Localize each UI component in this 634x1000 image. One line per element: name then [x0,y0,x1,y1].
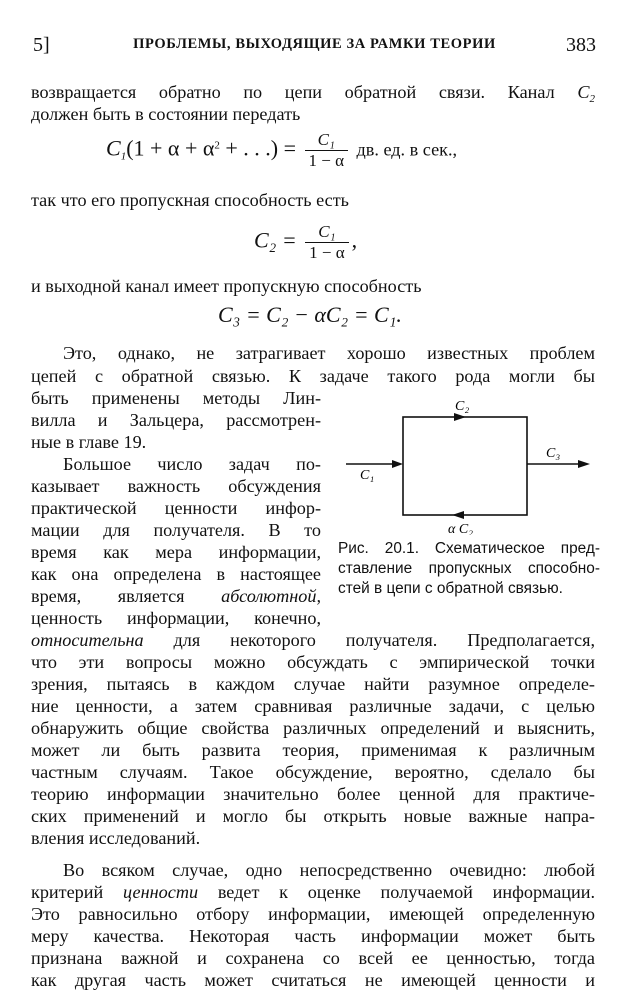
label-alpha-c2: α C₂ [448,522,474,535]
label-c1: C₁ [360,468,375,483]
text-line: время, является абсолютной, [31,586,322,606]
text-line: обнаружить общие свойства различных определений и выяснить, [31,718,595,738]
text-line: практической ценности инфор- [31,498,321,518]
text-line: мации для получателя. В то [31,520,321,540]
text-line: должен быть в состоянии передать [31,104,301,124]
feedback-arrow-head [452,511,464,519]
text-line: частным случаям. Такое обсуждение, вероятно, сделало бы [31,762,595,782]
text-line: быть применены методы Лин- [31,388,321,408]
text-line: так что его пропускная способность есть [31,190,349,210]
text-line: меру качества. Некоторая часть информации может быть [31,926,595,946]
output-arrow-head [578,460,590,468]
equation-2: C₂ = $\frac{\text{C₁}}{1 - \alpha}$ , [254,222,358,262]
text-line: ные в главе 19. [31,432,147,452]
text-line: Это, однако, не затрагивает хорошо известных проблем [63,343,595,363]
channel-loop [403,417,527,515]
text-line: вилла и Зальцера, рассмотрен- [31,410,321,430]
text-line: возвращается обратно по цепи обратной связи. Канал $C_2$ [31,82,595,105]
forward-arrow-head [454,413,466,421]
feedback-diagram [340,395,606,535]
equation-3: C₃ = C₂ − αC₂ = C₁. [218,302,402,327]
input-arrow-head [392,460,403,468]
figure-caption-line: Рис. 20.1. Схематическое пред- [338,540,600,557]
page-number: 383 [566,34,596,56]
text-line: что эти вопросы можно обсуждать с эмпирической точки [31,652,595,672]
label-c2: C₂ [455,399,470,414]
text-line: критерий ценности ведет к оценке получаемой информации. [31,882,596,902]
text-line: казывает важность обсуждения [31,476,321,496]
text-line: зрения, пытаясь в каждом случае найти разумное определе- [31,674,595,694]
running-title: ПРОБЛЕМЫ, ВЫХОДЯЩИЕ ЗА РАМКИ ТЕОРИИ [133,36,496,52]
text-line: ских применений и могло бы открыть новые важные напра- [31,806,595,826]
figure-caption-line: стей в цепи с обратной связью. [338,580,563,597]
text-line: Во всяком случае, одно непосредственно очевидно: любой [63,860,595,880]
text-line: и выходной канал имеет пропускную способность [31,276,422,296]
running-header [33,34,596,58]
chapter-marker: 5] [33,34,50,56]
text-line: Большое число задач по- [63,454,321,474]
text-line: как она определена в настоящее [31,564,321,584]
label-c3: C₃ [546,446,561,461]
text-line: вления исследований. [31,828,201,848]
fraction: $\frac{\text{C₁}}{1 - \alpha}$ [305,222,349,263]
text-line: время как мера информации, [31,542,321,562]
text-line: цепей с обратной связью. К задаче такого рода могли бы [31,366,595,386]
fraction: $\frac{\text{C₁}}{1 - \alpha}$ [305,130,349,171]
text-line: как другая часть может считаться не имеющей ценности и [31,970,595,990]
equation-1: $C_1(1 + \alpha + \alpha^2$ + . . .) = $\frac{\text{C₁}}{1 - \alpha}$ дв. ед. в сек., [106,130,458,170]
text-line: ние ценности, а затем сравнивая различные задачи, с целью [31,696,595,716]
text-line: относительна для некоторого получателя. Предполагается, [31,630,596,650]
figure-caption-line: ставление пропускных способно- [338,560,600,577]
text-line: ценность информации, конечно, [31,608,321,628]
text-line: Это равносильно отбору информации, имеющей определенную [31,904,595,924]
text-line: может ли быть развита теория, применимая к различным [31,740,595,760]
text-line: признана важной и сохранена со всей ее ценностью, тогда [31,948,595,968]
text-line: теорию информации значительно более ценной для практиче- [31,784,595,804]
